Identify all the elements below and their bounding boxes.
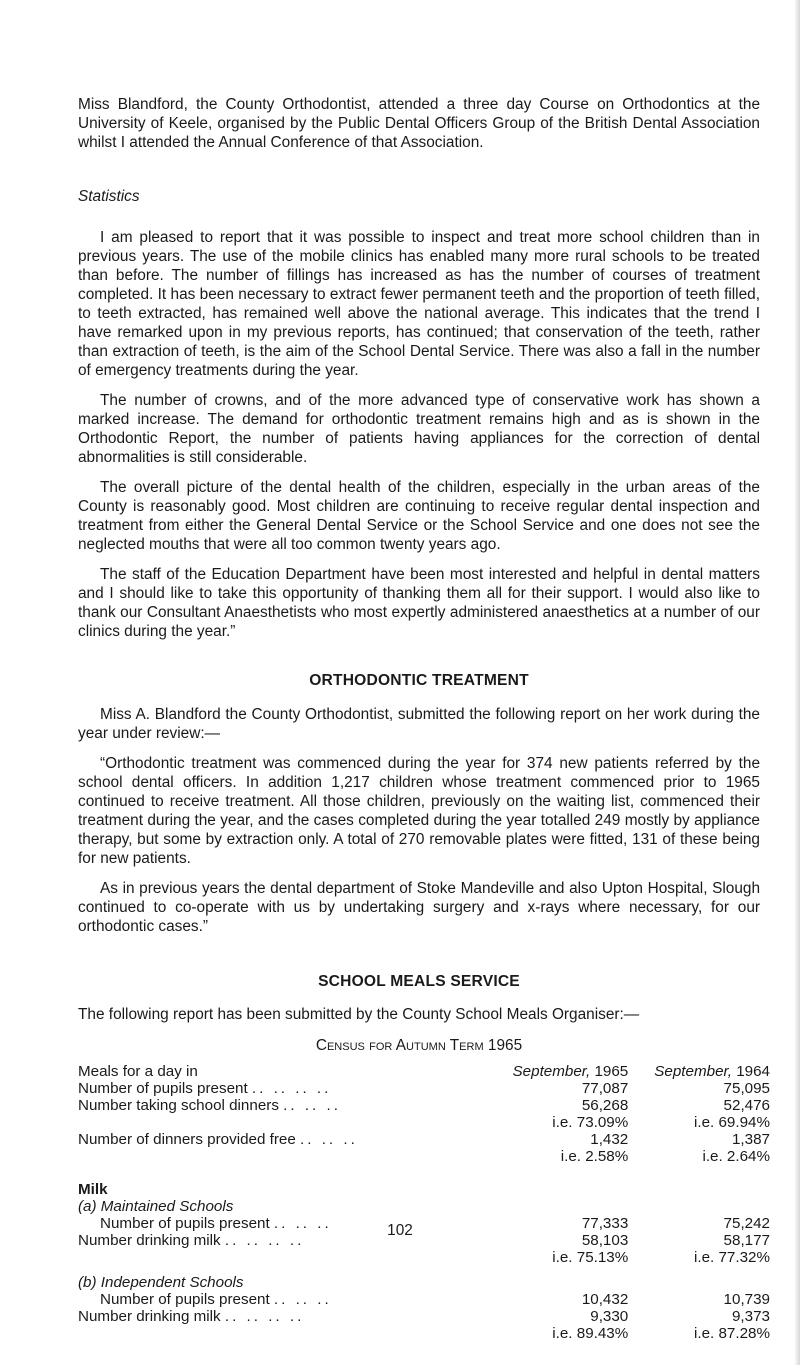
header-label: Meals for a day in	[78, 1063, 198, 1080]
statistics-paragraph-2: The number of crowns, and of the more advanced type of conservative work has shown a marked increase. The demand for orthodontic treatment remains high and as is shown in the Orthodontic Report, the number of patients having appliances for the correction of dental abnormalities is still considerable.	[78, 392, 760, 466]
row-value-1965: 77,087	[581, 1080, 629, 1097]
maintained-schools-title: (a) Maintained Schools	[78, 1198, 234, 1215]
document-page	[78, 95, 770, 1342]
statistics-paragraph-1: I am pleased to report that it was possible to inspect and treat more school children than in previous years. The use of the mobile clinics has enabled many more rural schools to be treated than before. The number of fillings has increased as has the number of courses of treatment completed. It has been necessary to extract fewer permanent teeth and the proportion of teeth filled, to teeth extracted, has remained well above the national average. This indicates that the trend I have remarked upon in my previous reports, has continued; that conservation of the teeth, rather than extraction of teeth, is the aim of the School Dental Service. There was also a fall in the number of emergency treatments during the year.	[78, 229, 760, 379]
row-label: Number of dinners provided free .. .. ..	[78, 1131, 358, 1148]
row-percent-1965: i.e. 75.13%	[552, 1249, 629, 1266]
census-title: Census for Autumn Term 1965	[315, 1037, 523, 1054]
orthodontic-heading: ORTHODONTIC TREATMENT	[309, 672, 529, 689]
row-label: Number drinking milk .. .. .. ..	[78, 1308, 305, 1325]
row-value-1965: 58,103	[581, 1232, 629, 1249]
table-row-percent	[78, 1325, 770, 1342]
row-percent-1965: i.e. 73.09%	[552, 1114, 629, 1131]
row-label: Number taking school dinners .. .. ..	[78, 1097, 341, 1114]
school-meals-heading: SCHOOL MEALS SERVICE	[318, 973, 520, 990]
row-value-1964: 1,387	[731, 1131, 770, 1148]
row-percent-1965: i.e. 89.43%	[552, 1325, 629, 1342]
orthodontic-paragraph-1: Miss A. Blandford the County Orthodontist, submitted the following report on her work during the year under review:—	[78, 706, 760, 742]
header-1964-month: September,	[654, 1063, 732, 1080]
independent-schools-title: (b) Independent Schools	[78, 1274, 244, 1291]
row-value-1964: 9,373	[731, 1308, 770, 1325]
row-label: Number drinking milk .. .. .. ..	[78, 1232, 305, 1249]
table-row-percent	[78, 1249, 770, 1266]
table-row	[78, 1291, 770, 1308]
independent-schools-row	[78, 1274, 770, 1291]
statistics-heading: Statistics	[78, 188, 140, 205]
milk-heading-row	[78, 1181, 770, 1198]
header-1965-year: 1965	[594, 1063, 629, 1080]
row-percent-1964: i.e. 87.28%	[694, 1325, 770, 1342]
statistics-paragraph-3: The overall picture of the dental health of the children, especially in the urban areas of the County is reasonably good. Most children are continuing to receive regular dental inspection and treatment from either the General Dental Service or the School Service and one does not see the neglected mouths that were all too common twenty years ago.	[78, 479, 760, 553]
row-value-1964: 75,095	[723, 1080, 770, 1097]
row-value-1965: 9,330	[590, 1308, 629, 1325]
header-1965-month: September,	[512, 1063, 591, 1080]
header-1965	[498, 1063, 628, 1080]
school-meals-table	[78, 1063, 770, 1342]
orthodontic-paragraph-3: As in previous years the dental department of Stoke Mandeville and also Upton Hospital, Slough continued to co-operate with us by undertaking surgery and x-rays where necessary, for our orthodontic cases.”	[78, 880, 760, 935]
header-1964-year: 1964	[736, 1063, 770, 1080]
row-value-1965: 56,268	[581, 1097, 629, 1114]
row-label: Number of pupils present .. .. ..	[100, 1291, 332, 1308]
row-value-1964: 75,242	[723, 1215, 770, 1232]
row-value-1964: 52,476	[723, 1097, 770, 1114]
table-header-row	[78, 1063, 770, 1080]
row-percent-1964: i.e. 77.32%	[694, 1249, 770, 1266]
row-percent-1964: i.e. 69.94%	[694, 1114, 770, 1131]
row-percent-1965: i.e. 2.58%	[560, 1148, 629, 1165]
intro-paragraph: Miss Blandford, the County Orthodontist, attended a three day Course on Orthodontics at the University of Keele, organised by the Public Dental Officers Group of the British Dental Association whilst I attended the Annual Conference of that Association.	[78, 96, 760, 151]
milk-heading: Milk	[78, 1181, 108, 1198]
table-row-percent	[78, 1148, 770, 1165]
row-percent-1964: i.e. 2.64%	[702, 1148, 770, 1165]
table-row	[78, 1131, 770, 1148]
page-edge-shadow	[794, 0, 800, 1365]
table-row-percent	[78, 1114, 770, 1131]
orthodontic-paragraph-2: “Orthodontic treatment was commenced during the year for 374 new patients referred by the school dental officers. In addition 1,217 children whose treatment commenced prior to 1965 continued to receive treatment. All those children, previously on the waiting list, commenced their treatment during the year, and the cases completed during the year totalled 249 mostly by appliance therapy, but some by extraction only. A total of 270 removable plates were fitted, 131 of these being for new patients.	[78, 755, 760, 867]
header-1964	[628, 1063, 770, 1080]
page-number: 102	[387, 1222, 413, 1239]
row-value-1965: 10,432	[581, 1291, 629, 1308]
row-value-1964: 58,177	[723, 1232, 770, 1249]
table-row	[78, 1308, 770, 1325]
row-value-1965: 77,333	[581, 1215, 629, 1232]
row-label: Number of pupils present .. .. .. ..	[78, 1080, 332, 1097]
row-value-1965: 1,432	[590, 1131, 629, 1148]
row-label: Number of pupils present .. .. ..	[100, 1215, 332, 1232]
school-meals-intro: The following report has been submitted by the County School Meals Organiser:—	[78, 1006, 640, 1023]
maintained-schools-row	[78, 1198, 770, 1215]
table-row	[78, 1080, 770, 1097]
table-row	[78, 1097, 770, 1114]
row-value-1964: 10,739	[723, 1291, 770, 1308]
statistics-paragraph-4: The staff of the Education Department have been most interested and helpful in dental matters and I should like to take this opportunity of thanking them all for their support. I would also like to thank our Consultant Anaesthetists who most expertly administered anaesthetics at a number of our clinics during the year.”	[78, 566, 760, 640]
